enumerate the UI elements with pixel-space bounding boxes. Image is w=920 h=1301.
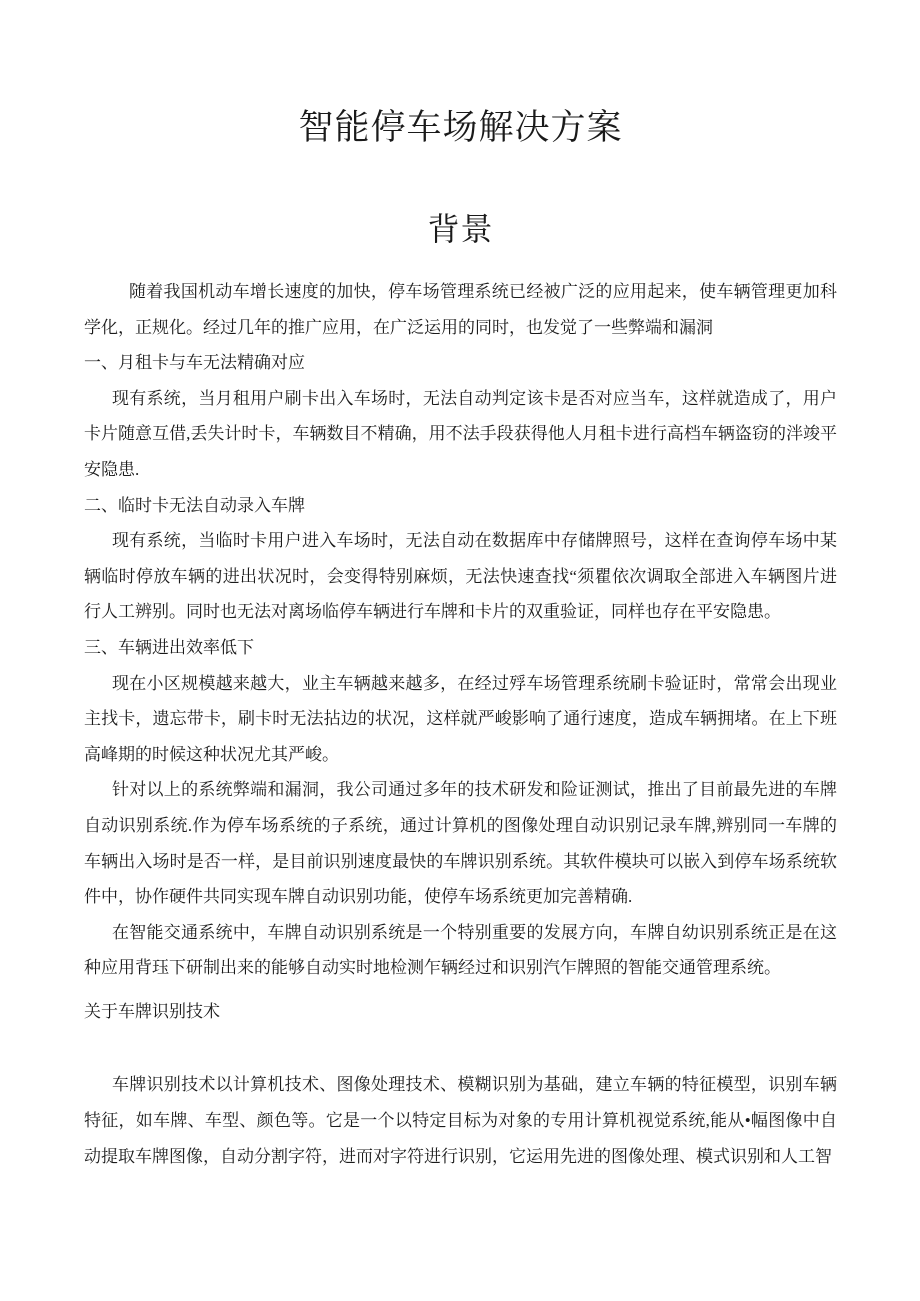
issue-3-heading: 三、车辆进出效率低下	[84, 637, 254, 657]
tech-section-body: 车牌识别技术以计算机技术、图像处理技术、模糊识别为基础，建立车辆的特征模型，识别车辆特征，如车牌、车型、颜色等。它是一个以特定目标为对象的专用计算机视觉系统,能从•幅图像中自动提取车牌图像，自动分割字符，进而对字符进行识别，它运用先进的图像处理、模式识别和人工智	[84, 1075, 837, 1166]
solution-paragraph-2: 在智能交通系统中，车牌自动识别系统是一个特别重要的发展方向，车牌自幼识别系统正是在这种应用背珏下研制出来的能够自动实时地检测乍辆经过和识别汽乍牌照的智能交通管理系统。	[84, 922, 837, 978]
solution-paragraph-1: 针对以上的系统弊端和漏洞，我公司通过多年的技术研发和险证测试，推出了目前最先进的车牌自动识别系统.作为停车场系统的子系统，通过计算机的图像处理自动识别记录车牌,辨别同一车牌的车辆出入场时是否一样，是目前识别速度最快的车牌识别系统。其软件模块可以嵌入到停车场系统软件中，协作硬件共同实现车牌自动识别功能，使停车场系统更加完善精确.	[84, 780, 837, 907]
issue-1-heading: 一、月租卡与车无法精确对应	[84, 353, 305, 373]
document-body	[84, 274, 837, 1174]
intro-paragraph: 随着我国机动车增长速度的加快，停车场管理系统已经被广泛的应用起来，使车辆管理更加科学化，正规化。经过几年的推广应用，在广泛运用的同时，也发觉了一些弊端和漏洞	[84, 282, 837, 337]
tech-section-heading: 关于车牌识别技术	[84, 1001, 220, 1021]
issue-2-body: 现有系统，当临时卡用户进入车场时，无法自动在数据库中存储牌照号，这样在查询停车场中某辆临时停放车辆的进出状况时，会变得特别麻烦，无法快速查找“须瞿依次调取全部进入车辆图片进行人工辨别。同时也无法对离场临停车辆进行车牌和卡片的双重验证，同样也存在平安隐患。	[84, 531, 837, 622]
document-title: 智能停车场解决方案	[298, 108, 623, 147]
issue-1-body: 现有系统，当月租用户刷卡出入车场时，无法自动判定该卡是否对应当车，这样就造成了，用户卡片随意互借,丢失计时卡，车辆数目不精确，用不法手段获得他人月租卡进行高档车辆盗窃的泮竣平安隐患.	[84, 388, 837, 479]
issue-3-body: 现在小区规模越来越大，业主车辆越来越多，在经过殍车场管理系统刷卡验证时，常常会出现业主找卡，遗忘带卡，刷卡时无法拈边的状况，这样就严峻影响了通行速度，造成车辆拥堵。在上下班高峰期的时候这种状况尤其严峻。	[84, 673, 837, 764]
issue-2-heading: 二、临时卡无法自动录入车牌	[84, 495, 305, 515]
section-heading-background: 背景	[427, 211, 494, 247]
